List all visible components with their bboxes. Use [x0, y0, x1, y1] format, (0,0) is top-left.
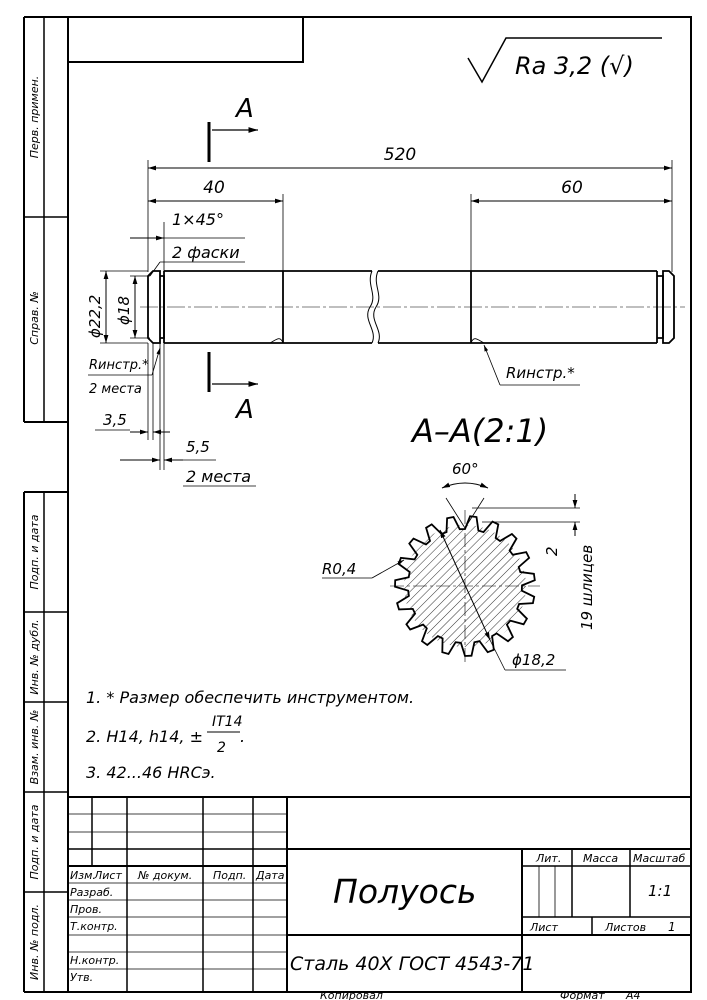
technical-notes [86, 688, 414, 782]
tb-masshtab: Масштаб [633, 852, 686, 865]
note-2-suffix: . [240, 727, 246, 746]
tb-role-tkontr: Т.контр. [70, 920, 118, 933]
tb-role-razrab: Разраб. [70, 886, 114, 899]
tb-header-izm: Изм. [70, 869, 96, 882]
note-3: 3. 42...46 HRCэ. [86, 763, 216, 782]
side-label-podp-data-2: Подп. и дата [28, 804, 41, 880]
title-block [68, 797, 691, 992]
footer-format: Формат [560, 989, 605, 1000]
tb-sheet: Лист [530, 921, 558, 934]
section-tooth-height: 2 [543, 546, 561, 556]
tb-header-dokum: № докум. [138, 869, 193, 882]
dim-radius-right: Rинстр.* [506, 364, 575, 382]
section-radius: R0,4 [322, 560, 357, 578]
tb-material: Сталь 40Х ГОСТ 4543-71 [290, 953, 535, 975]
dim-places-bottom: 2 места [186, 467, 252, 486]
dim-radius-left: Rинстр.* [89, 358, 149, 373]
dim-left-length: 40 [203, 178, 225, 198]
section-letter-top: A [236, 94, 254, 124]
footer-format-value: А4 [626, 989, 641, 1000]
side-label-inv-podl: Инв. № подл. [28, 904, 41, 980]
section-marker-top [209, 94, 258, 162]
dim-right-length: 60 [561, 178, 583, 198]
dim-chamfer-note: 2 фаски [172, 243, 240, 262]
dim-diameter-outer: ϕ22,2 [86, 294, 104, 338]
note-2-prefix: 2. H14, h14, ± [86, 727, 203, 746]
tb-role-prov: Пров. [70, 903, 102, 916]
roughness-text: Ra 3,2 (√) [515, 52, 634, 80]
tb-role-utv: Утв. [70, 971, 94, 984]
note-2-numerator: IT14 [212, 714, 243, 730]
dimensions-top [130, 145, 672, 276]
tb-role-nkontr: Н.контр. [70, 954, 120, 967]
dim-diameter-inner: ϕ18 [115, 296, 133, 325]
dim-groove-offset: 5,5 [186, 438, 210, 456]
sheet-frame [24, 17, 691, 992]
note-2-denominator: 2 [217, 740, 226, 756]
shaft-drawing [140, 271, 685, 343]
dim-groove-width: 3,5 [103, 411, 127, 429]
sheet-footer [320, 989, 641, 1000]
tb-sheets: Листов [605, 921, 647, 934]
side-label-sprav: Справ. № [28, 291, 41, 345]
section-view [322, 412, 596, 670]
tb-name: Полуось [333, 872, 477, 911]
tb-scale: 1:1 [648, 882, 673, 900]
section-spline-count: 19 шлицев [578, 544, 596, 630]
note-1: 1. * Размер обеспечить инструментом. [86, 688, 415, 707]
section-letter-bottom: A [236, 395, 254, 425]
section-title: А–А(2:1) [412, 412, 549, 450]
tb-header-podp: Подп. [213, 869, 247, 882]
side-label-inv-dubl: Инв. № дубл. [28, 619, 41, 695]
tb-header-data: Дата [256, 869, 285, 882]
side-label-podp-data-1: Подп. и дата [28, 514, 41, 590]
side-label-perv-primen: Перв. примен. [28, 75, 41, 159]
footer-kopiroval: Копировал [320, 989, 383, 1000]
dim-chamfer: 1×45° [172, 210, 224, 229]
tb-sheets-count: 1 [668, 920, 676, 934]
section-angle: 60° [452, 460, 479, 478]
roughness-symbol [468, 38, 662, 82]
side-label-vzam-inv: Взам. инв. № [28, 709, 41, 785]
tb-massa: Масса [583, 852, 619, 865]
section-diameter: ϕ18,2 [512, 651, 556, 669]
side-labels [28, 76, 41, 980]
dim-total-length: 520 [383, 145, 417, 165]
tb-header-list: Лист [94, 869, 122, 882]
dim-places-left: 2 места [89, 382, 142, 397]
section-marker-bottom [209, 352, 258, 425]
tb-lit: Лит. [536, 852, 562, 865]
